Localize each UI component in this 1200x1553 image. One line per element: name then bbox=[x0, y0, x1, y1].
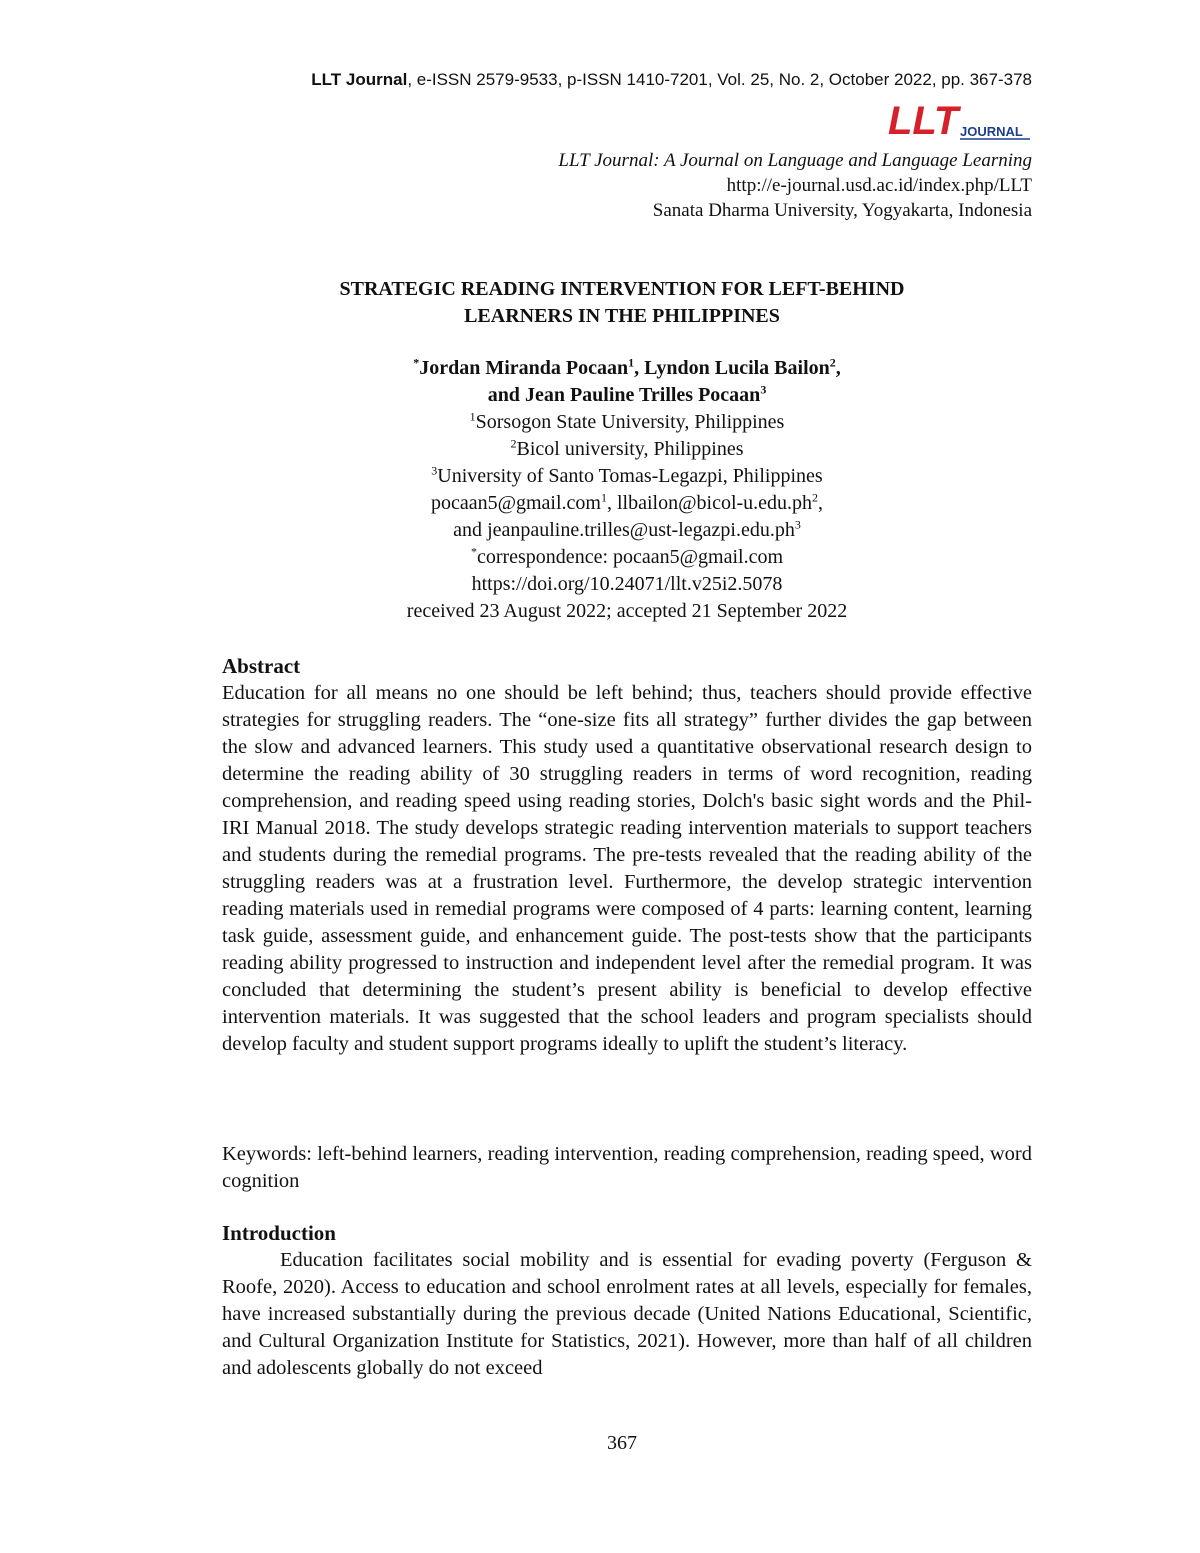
keywords-section bbox=[222, 1141, 1032, 1195]
author-2-sup: 2 bbox=[829, 355, 836, 370]
abstract-text: Education for all means no one should be left behind; thus, teachers should provide effective strategies for struggling readers. The “one-size fits all strategy” further divides the gap between the slow and advanced learners. This study used a quantitative observational research design to determine the reading ability of 30 struggling readers in terms of word recognition, reading comprehension, and reading speed using reading stories, Dolch's basic sight words and the Phil-IRI Manual 2018. The study develops strategic reading intervention materials to support teachers and students during the remedial programs. The pre-tests revealed that the reading ability of the struggling readers was at a frustration level. Furthermore, the develop strategic intervention reading materials used in remedial programs were composed of 4 parts: learning content, learning task guide, assessment guide, and enhancement guide. The post-tests show that the participants reading ability progressed to instruction and independent level after the remedial program. It was concluded that determining the student’s present ability is beneficial to develop effective intervention materials. It was suggested that the school leaders and program specialists should develop faculty and student support programs ideally to uplift the student’s literacy. bbox=[222, 682, 1032, 1055]
introduction-heading: Introduction bbox=[222, 1221, 336, 1245]
doi-link[interactable]: https://doi.org/10.24071/llt.v25i2.5078 bbox=[471, 573, 783, 595]
affiliation-text: Sorsogon State University, Philippines bbox=[475, 411, 785, 433]
author-separator: , bbox=[634, 357, 645, 379]
email-2[interactable]: llbailon@bicol-u.edu.ph bbox=[616, 492, 813, 514]
email-sup: 1 bbox=[600, 490, 607, 505]
running-header bbox=[311, 70, 1032, 90]
journal-url[interactable]: http://e-journal.usd.ac.id/index.php/LLT bbox=[726, 175, 1032, 196]
correspondence bbox=[222, 544, 1032, 571]
affiliation-3 bbox=[222, 463, 1032, 490]
authors-line-2 bbox=[222, 382, 1032, 409]
affiliation-2 bbox=[222, 436, 1032, 463]
author-3: Jean Pauline Trilles Pocaan bbox=[524, 384, 761, 406]
author-2: Lyndon Lucila Bailon bbox=[644, 357, 830, 379]
email-1[interactable]: pocaan5@gmail.com bbox=[430, 492, 601, 514]
affiliation-sup: 2 bbox=[510, 436, 517, 451]
logo-subtext: JOURNAL bbox=[960, 124, 1023, 139]
author-1-sup: 1 bbox=[628, 355, 635, 370]
abstract-heading: Abstract bbox=[222, 654, 301, 678]
author-block bbox=[222, 355, 1032, 625]
journal-full-name: LLT Journal: A Journal on Language and Language Learning bbox=[558, 150, 1032, 171]
affiliation-1 bbox=[222, 409, 1032, 436]
authors-line-1 bbox=[222, 355, 1032, 382]
title-line-1: STRATEGIC READING INTERVENTION FOR LEFT-BEHIND bbox=[339, 278, 905, 300]
author-1: Jordan Miranda Pocaan bbox=[419, 357, 629, 379]
journal-institution: Sanata Dharma University, Yogyakarta, Indonesia bbox=[652, 200, 1032, 221]
correspondence-text: correspondence: pocaan5@gmail.com bbox=[476, 546, 784, 568]
introduction-text: Education facilitates social mobility and is essential for evading poverty (Ferguson & Roofe, 2020). Access to education and school enrolment rates at all levels, especially for females, have increased substantially during the previous decade (United Nations Educational, Scientific, and Cultural Organization Institute for Statistics, 2021). However, more than half of all children and adolescents globally do not exceed bbox=[222, 1249, 1032, 1379]
affiliation-text: University of Santo Tomas-Legazpi, Philippines bbox=[437, 465, 823, 487]
emails-line-2 bbox=[222, 517, 1032, 544]
citation-info: , e-ISSN 2579-9533, p-ISSN 1410-7201, Vol. 25, No. 2, October 2022, pp. 367-378 bbox=[407, 70, 1032, 89]
email-sup: 3 bbox=[794, 517, 801, 532]
logo-text: LLT bbox=[888, 100, 959, 142]
journal-name-bold: LLT Journal bbox=[311, 70, 408, 89]
received-accepted-dates: received 23 August 2022; accepted 21 September 2022 bbox=[406, 600, 848, 622]
correspondence-star: * bbox=[470, 544, 477, 559]
affiliation-sup: 3 bbox=[431, 463, 438, 478]
email-separator: , bbox=[606, 492, 617, 514]
author-separator: , bbox=[835, 357, 841, 379]
emails-line-1 bbox=[222, 490, 1032, 517]
and-prefix: and bbox=[487, 384, 525, 406]
page-number: 367 bbox=[607, 1432, 637, 1454]
affiliation-text: Bicol university, Philippines bbox=[516, 438, 744, 460]
paper-title bbox=[222, 276, 1022, 330]
journal-info bbox=[558, 148, 1032, 223]
affiliation-sup: 1 bbox=[469, 409, 476, 424]
abstract-section bbox=[222, 653, 1032, 1058]
introduction-section bbox=[222, 1220, 1032, 1382]
corresponding-star: * bbox=[413, 355, 420, 370]
email-sup: 2 bbox=[812, 490, 819, 505]
keywords-text: Keywords: left-behind learners, reading intervention, reading comprehension, reading speed, word cognition bbox=[222, 1143, 1032, 1192]
llt-journal-logo bbox=[884, 100, 1032, 142]
email-separator: , bbox=[818, 492, 824, 514]
email-3[interactable]: jeanpauline.trilles@ust-legazpi.edu.ph bbox=[487, 519, 795, 541]
and-prefix: and bbox=[453, 519, 488, 541]
author-3-sup: 3 bbox=[760, 382, 767, 397]
title-line-2: LEARNERS IN THE PHILIPPINES bbox=[464, 305, 780, 327]
